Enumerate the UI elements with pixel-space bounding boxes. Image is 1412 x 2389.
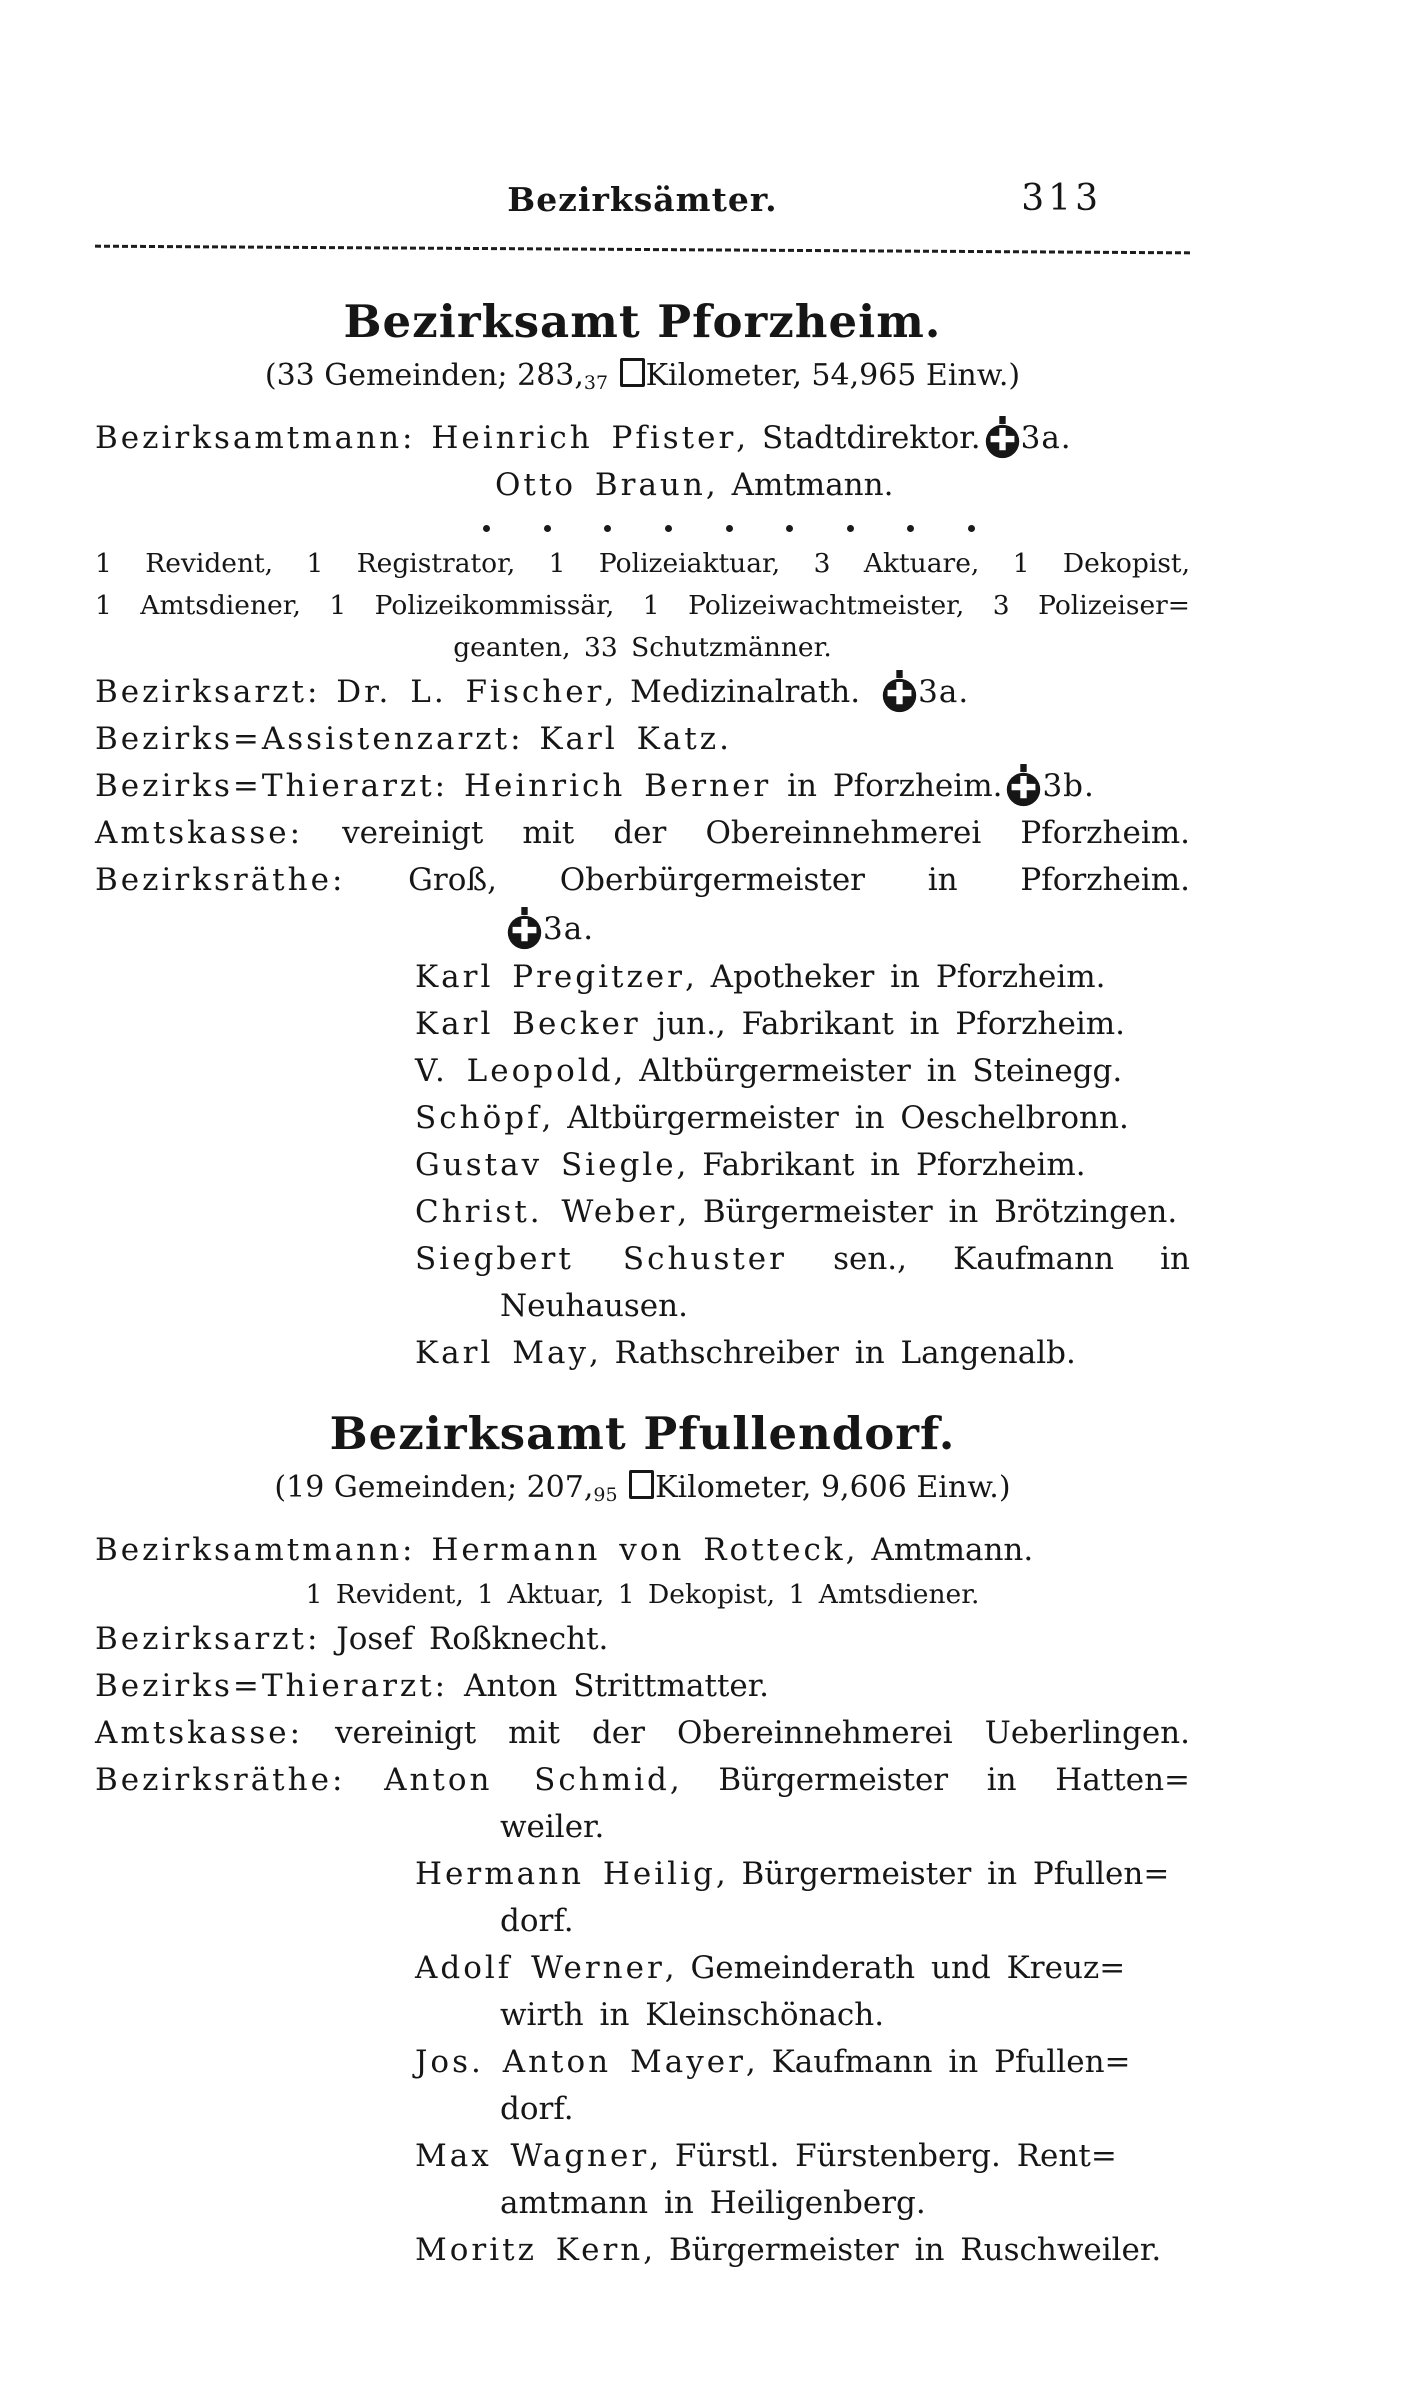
council-member-entry: [415, 1048, 1190, 1095]
person-role: sen., Kaufmann in: [786, 1241, 1190, 1277]
person-role: in Pforzheim.: [771, 768, 1003, 804]
council-member-entry: [415, 1001, 1190, 1048]
office-note: vereinigt mit der Obereinnehmerei Pforzheim.: [342, 815, 1190, 851]
section-heading-pforzheim: Bezirksamt Pforzheim.: [343, 295, 942, 348]
person-name: Hermann Heilig: [415, 1856, 716, 1892]
dot-separator: [483, 525, 975, 533]
official-label: Bezirks=Thierarzt:: [95, 1668, 449, 1704]
official-label: Bezirks=Thierarzt:: [95, 768, 449, 804]
person-name: Gustav Siegle: [415, 1147, 677, 1183]
person-name: Hermann von Rotteck: [431, 1532, 846, 1568]
staff-list-line: geanten, 33 Schutzmänner.: [453, 632, 832, 663]
person-role: , Bürgermeister in Brötzingen.: [677, 1194, 1178, 1230]
official-amtmann2: [495, 462, 1190, 509]
medal-class: 3b.: [1042, 768, 1095, 804]
council-member-entry: [415, 1142, 1190, 1189]
official-bezirksamtmann: [95, 415, 1190, 462]
section-heading-pfullendorf: Bezirksamt Pfullendorf.: [329, 1407, 956, 1460]
official-label: Amtskasse:: [95, 815, 304, 851]
council-member-entry: [415, 2133, 1190, 2180]
person-role: , Bürgermeister in Hatten=: [669, 1762, 1191, 1798]
square-kilometer-icon: [620, 358, 645, 387]
person-name: Otto Braun: [495, 467, 706, 503]
entry-continuation: wirth in Kleinschönach.: [500, 1997, 885, 2033]
person-role: , Oberbürgermeister in Pforzheim.: [487, 862, 1190, 898]
person-name: V. Leopold: [415, 1053, 614, 1089]
council-member-list: [95, 954, 1190, 1377]
council-member-entry: [415, 2227, 1190, 2274]
entry-continuation: dorf.: [500, 2091, 574, 2127]
person-role: , Bürgermeister in Ruschweiler.: [643, 2232, 1162, 2268]
section-bezirksamt-pforzheim: [95, 295, 1190, 1377]
council-member-entry: [415, 1189, 1190, 1236]
stats-einwohner: 9,606 Einw.): [820, 1470, 1011, 1505]
person-role: , Amtmann.: [845, 1532, 1034, 1568]
person-role: , Fürstl. Fürstenberg. Rent=: [649, 2138, 1117, 2174]
stats-text: (19 Gemeinden; 207,: [274, 1470, 594, 1505]
person-role: , Stadtdirektor.: [736, 420, 981, 456]
official-assistenzarzt: [95, 716, 1190, 763]
entry-continuation: amtmann in Heiligenberg.: [500, 2185, 926, 2221]
official-thierarzt: [95, 763, 1190, 810]
person-name: Moritz Kern: [415, 2232, 644, 2268]
official-label: Bezirksarzt:: [95, 674, 321, 710]
person-role: , Kaufmann in Pfullen=: [745, 2044, 1131, 2080]
person-role: , Bürgermeister in Pfullen=: [715, 1856, 1170, 1892]
council-member-entry: [415, 954, 1190, 1001]
person-name: Heinrich Pfister: [431, 420, 737, 456]
person-name: Max Wagner: [415, 2138, 650, 2174]
stats-einwohner: 54,965 Einw.): [811, 358, 1021, 393]
person-name: Groß: [408, 862, 488, 898]
person-role: , Altbürgermeister in Oeschelbronn.: [541, 1100, 1129, 1136]
district-stats-pforzheim: [95, 352, 1190, 407]
council-member-entry: [415, 1945, 1190, 1992]
order-medal-icon: [860, 674, 918, 710]
council-member-entry: [415, 1330, 1190, 1377]
medal-class: 3a.: [543, 911, 595, 947]
council-member-entry: [415, 1236, 1190, 1283]
order-medal-icon: [1002, 768, 1042, 804]
entry-continuation: weiler.: [500, 1809, 605, 1845]
official-bezirksarzt: [95, 669, 1190, 716]
official-bezirksamtmann: [95, 1527, 1190, 1574]
medal-continuation-line: [503, 904, 1190, 954]
order-medal-icon: [981, 420, 1021, 456]
council-member-entry: [415, 1095, 1190, 1142]
person-role: , Fabrikant in Pforzheim.: [676, 1147, 1086, 1183]
running-head-title: Bezirksämter.: [507, 180, 778, 219]
header-rule: [95, 245, 1190, 255]
council-member-entry: [415, 2039, 1190, 2086]
office-note: vereinigt mit der Obereinnehmerei Ueberlingen.: [335, 1715, 1191, 1751]
official-label: Bezirksräthe:: [95, 862, 346, 898]
page-header: [95, 180, 1190, 228]
person-role: , Medizinalrath.: [604, 674, 861, 710]
person-role: jun., Fabrikant in Pforzheim.: [640, 1006, 1125, 1042]
official-label: Bezirksräthe:: [95, 1762, 346, 1798]
stats-unit: Kilometer,: [645, 358, 802, 393]
staff-list-line: 1 Revident, 1 Aktuar, 1 Dekopist, 1 Amtsdiener.: [305, 1579, 980, 1610]
person-role: , Altbürgermeister in Steinegg.: [613, 1053, 1123, 1089]
area-decimal: 95: [593, 1484, 618, 1506]
person-name: Siegbert Schuster: [415, 1241, 787, 1277]
square-kilometer-icon: [629, 1470, 654, 1499]
person-name: Karl May: [415, 1335, 589, 1371]
person-name: Adolf Werner: [415, 1950, 665, 1986]
medal-class: 3a.: [918, 674, 970, 710]
person-name: Heinrich Berner: [463, 768, 772, 804]
official-bezirksarzt: [95, 1616, 1190, 1663]
order-medal-icon: [503, 911, 543, 947]
page-number: 313: [1021, 178, 1102, 219]
entry-continuation: Neuhausen.: [500, 1288, 688, 1324]
section-bezirksamt-pfullendorf: [95, 1407, 1190, 2274]
person-name: Christ. Weber: [415, 1194, 678, 1230]
medal-class: 3a.: [1020, 420, 1072, 456]
person-name: Karl Becker: [415, 1006, 641, 1042]
official-amtskasse: [95, 810, 1190, 857]
person-name: Dr. L. Fischer: [336, 674, 605, 710]
person-role: , Gemeinderath und Kreuz=: [664, 1950, 1126, 1986]
council-first-entry: [95, 857, 1190, 904]
person-name: Karl Katz: [539, 721, 720, 757]
stats-unit: Kilometer,: [655, 1470, 812, 1505]
person-role: .: [719, 721, 729, 757]
stats-text: (33 Gemeinden; 283,: [264, 358, 584, 393]
person-name: Jos. Anton Mayer: [415, 2044, 746, 2080]
person-name: Anton Schmid: [384, 1762, 670, 1798]
official-label: Bezirks=Assistenzarzt:: [95, 721, 524, 757]
person-name: Schöpf: [415, 1100, 542, 1136]
person-role: , Rathschreiber in Langenalb.: [588, 1335, 1076, 1371]
official-label: Bezirksamtmann:: [95, 420, 416, 456]
official-label: Amtskasse:: [95, 1715, 304, 1751]
official-label: Bezirksarzt:: [95, 1621, 321, 1657]
person-name: Josef Roßknecht.: [336, 1621, 609, 1657]
staff-list-line: 1 Revident, 1 Registrator, 1 Polizeiaktuar, 3 Aktuare, 1 Dekopist,: [95, 548, 1190, 579]
person-role: , Apotheker in Pforzheim.: [684, 959, 1106, 995]
council-member-entry: [415, 1851, 1190, 1898]
person-name: Anton Strittmatter.: [463, 1668, 770, 1704]
council-member-list: [95, 1851, 1190, 2274]
person-role: , Amtmann.: [705, 467, 894, 503]
person-name: Karl Pregitzer: [415, 959, 685, 995]
council-first-entry: [95, 1757, 1190, 1804]
district-stats-pfullendorf: [95, 1464, 1190, 1519]
official-label: Bezirksamtmann:: [95, 1532, 416, 1568]
area-decimal: 37: [583, 372, 609, 394]
official-thierarzt: [95, 1663, 1190, 1710]
entry-continuation: dorf.: [500, 1903, 574, 1939]
official-amtskasse: [95, 1710, 1190, 1757]
staff-list-line: 1 Amtsdiener, 1 Polizeikommissär, 1 Polizeiwachtmeister, 3 Polizeiser=: [95, 590, 1190, 621]
